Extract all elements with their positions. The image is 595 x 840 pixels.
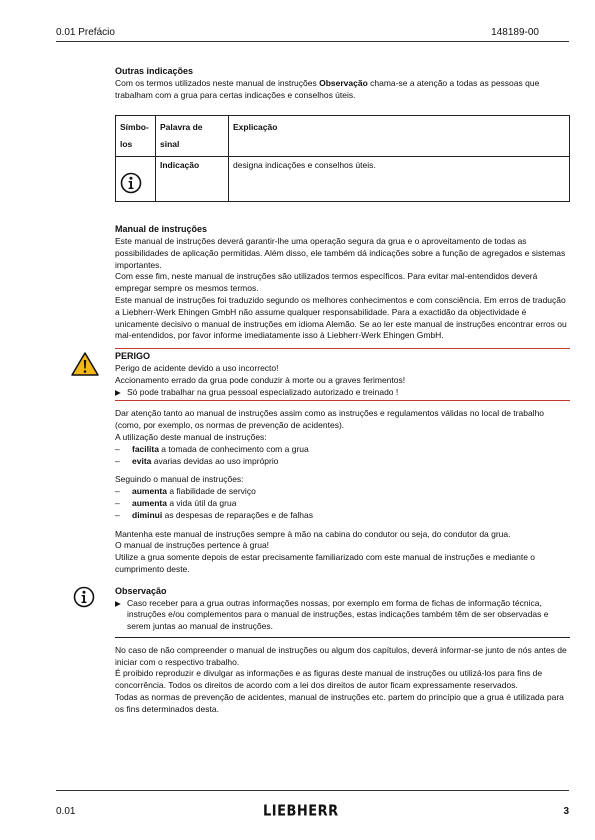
attention-paragraph: Mantenha este manual de instruções sempre à mão na cabina do condutor ou seja, do condutor da grua. (115, 528, 511, 539)
danger-line: Perigo de acidente devido a uso incorrecto! (115, 362, 279, 373)
attention-paragraph: Utilize a grua somente depois de estar precisamente familiarizado com este manual de instruções e mediante o cumprimento deste. (115, 552, 536, 574)
table-row (116, 157, 570, 202)
list-item: – diminui as despesas de reparações e de falhas (115, 510, 570, 522)
outras-keyword: Observação (319, 77, 368, 88)
page-number: 3 (563, 806, 569, 817)
info-icon (120, 172, 142, 194)
note-title: Observação (115, 585, 167, 596)
col-symbols: Símbo- los (116, 116, 156, 157)
page-footer (56, 804, 569, 820)
list-item: – facilita a tomada de conhecimento com a grua (115, 444, 570, 456)
manual-title: Manual de instruções (115, 224, 208, 235)
attention-paragraph: A utilização deste manual de instruções: (115, 431, 267, 442)
note-box (115, 584, 570, 638)
page-header (56, 27, 539, 41)
row-explanation: designa indicações e conselhos úteis. (229, 157, 570, 202)
danger-line: Accionamento errado da grua pode conduzir à morte ou a graves ferimentos! (115, 374, 406, 385)
outras-title: Outras indicações (115, 66, 194, 76)
info-icon (73, 586, 95, 608)
list-item: – aumenta a fiabilidade de serviço (115, 486, 570, 498)
manual-paragraph: Este manual de instruções foi traduzido segundo os melhores conhecimentos e com consciência. Em erros de tradução a Liebherr-Werk Ehingen GmbH não assume qualquer responsabilidade. Para a exactidão da objectividade é unicamente decisivo o manual de instruções em idioma Alemão. Se ao ler este manual de instruções encontrar erros ou mal-entendidos, por favor informe imediatamente isso à Liebherr-Werk Ehingen GmbH. (115, 294, 567, 341)
col-signal-word: Palavra de sinal (156, 116, 229, 157)
header-section: 0.01 Prefácio (56, 27, 115, 38)
header-rule (56, 41, 569, 42)
col-explanation: Explicação (229, 116, 570, 157)
closing-paragraph: Todas as normas de prevenção de acidentes, manual de instruções etc. partem do princípio que a grua é utilizada para os fins determinados desta. (115, 692, 564, 714)
header-doc-number: 148189-00 (491, 27, 539, 38)
signal-table (115, 115, 570, 202)
signal-table-header (116, 116, 570, 157)
attention-paragraph: Seguindo o manual de instruções: (115, 474, 244, 485)
footer-rule (56, 790, 569, 791)
list-item: – aumenta a vida útil da grua (115, 498, 570, 510)
danger-box (115, 348, 570, 401)
row-signal-word: Indicação (156, 157, 229, 202)
closing-paragraph: É proibido reproduzir e divulgar as informações e as figuras deste manual de instruções ou utilizá-los para fins de concorrência. Todos os direitos de acordo com a lei dos direitos de autor ficam expressamente reservados. (115, 668, 543, 691)
manual-paragraph: Com esse fim, neste manual de instruções são utilizados termos específicos. Para evitar mal-entendidos deverá empregar sempre os mesmos termos. (115, 271, 538, 294)
danger-title: PERIGO (115, 351, 151, 362)
closing-paragraph: No caso de não compreender o manual de instruções ou algum dos capítulos, deverá informar-se junto de nós antes de iniciar com o respectivo trabalho. (115, 644, 567, 667)
list-item: – evita avarias devidas ao uso impróprio (115, 456, 570, 468)
danger-instruction: ▶ Só pode trabalhar na grua pessoal especializado autorizado e treinado ! (115, 387, 570, 399)
row-symbol (116, 157, 156, 202)
warning-triangle-icon (70, 351, 100, 377)
manual-paragraph: Este manual de instruções deverá garantir-lhe uma operação segura da grua e o aproveitamento de todas as possibilidades de aplicação permitidas. Além disso, ele também dá indicações sobre a função de agregados e sistemas importantes. (115, 235, 566, 270)
footer-version: 0.01 (56, 806, 76, 817)
brand-logo: LIEBHERR (263, 802, 339, 821)
note-instruction: ▶ Caso receber para a grua outras informações nossas, por exemplo em forma de fichas de informação técnica, instruções e/ou complementos para o manual de instruções, estas indicações também têm de ser observadas e serem juntas ao manual de instruções. (115, 598, 570, 633)
attention-paragraph: Dar atenção tanto ao manual de instruções assim como as instruções e regulamentos válidas no local de trabalho (como, por exemplo, os normas de prevenção de acidentes). (115, 408, 545, 431)
page-content (115, 66, 570, 716)
outras-text: Com os termos utilizados neste manual de instruções Observação chama-se a atenção a todas as pessoas que trabalham com a grua para certas indicações e conselhos úteis. (115, 77, 540, 100)
attention-paragraph: O manual de instruções pertence à grua! (115, 540, 270, 551)
